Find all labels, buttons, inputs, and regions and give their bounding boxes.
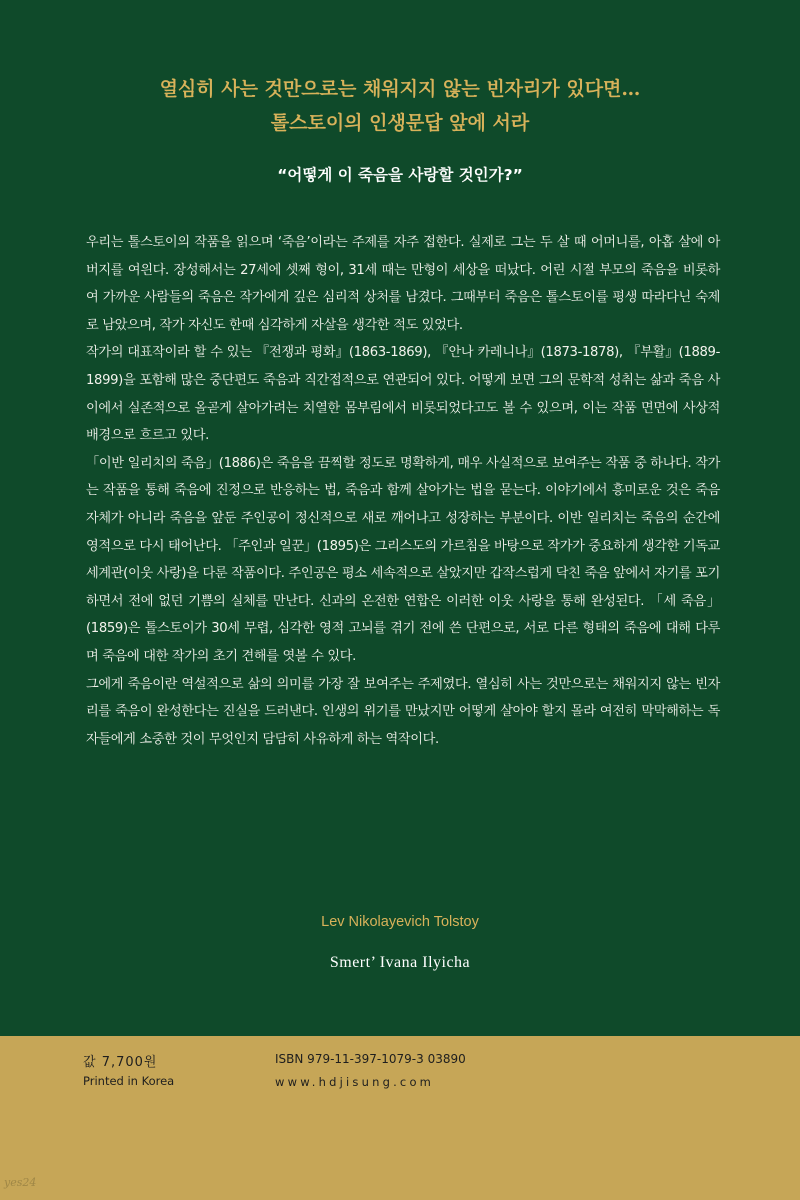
paragraph-4: 그에게 죽음이란 역설적으로 삶의 의미를 가장 잘 보여주는 주제였다. 열심히 사는 것만으로는 채워지지 않는 빈자리를 죽음이 완성한다는 진실을 드러낸다. 인생의 위기를 만났지만 어떻게 살아야 할지 몰라 여전히 막막해하는 독자들에게 소중한 것이 무엇인지 담담히 사유하게 하는 역작이다.: [86, 676, 720, 747]
headline: [0, 72, 800, 140]
pull-quote: “어떻게 이 죽음을 사랑할 것인가?”: [277, 166, 523, 184]
headline-line-2: 톨스토이의 인생문답 앞에 서라: [270, 112, 530, 134]
paragraph-1: 우리는 톨스토이의 작품을 읽으며 ‘죽음’이라는 주제를 자주 접한다. 실제로 그는 두 살 때 어머니를, 아홉 살에 아버지를 여읜다. 장성해서는 27세에 셋째 형이, 31세 때는 만형이 세상을 떠났다. 어린 시절 부모의 죽음을 비롯하여 가까운 사람들의 죽음은 작가에게 깊은 심리적 상처를 남겼다. 그때부터 죽음은 톨스토이를 평생 따라다닌 숙제로 남았으며, 작가 자신도 한때 심각하게 자살을 생각한 적도 있었다.: [86, 235, 721, 333]
isbn: ISBN 979-11-397-1079-3 03890: [275, 1052, 466, 1066]
printed-in: Printed in Korea: [83, 1074, 175, 1088]
author-name: Lev Nikolayevich Tolstoy: [321, 914, 479, 930]
headline-line-1: 열심히 사는 것만으로는 채워지지 않는 빈자리가 있다면…: [159, 78, 641, 100]
original-title: Smert’ Ivana Ilyicha: [329, 954, 471, 971]
body-text: [86, 229, 720, 753]
paragraph-2: 작가의 대표작이라 할 수 있는 『전쟁과 평화』(1863-1869), 『안나 카레니나』(1873-1878), 『부활』(1889-1899)을 포함해 많은 중단편도 죽음과 직간접적으로 연관되어 있다. 어떻게 보면 그의 문학적 성취는 삶과 죽음 사이에서 실존적으로 올곧게 살아가려는 치열한 몸부림에서 비롯되었다고도 볼 수 있으며, 이는 작품 면면에 사상적 배경으로 흐르고 있다.: [86, 345, 720, 444]
watermark: yes24: [4, 1176, 37, 1189]
barcode-area: [490, 1046, 700, 1106]
paragraph-3: 「이반 일리치의 죽음」(1886)은 죽음을 끔찍할 정도로 명확하게, 매우 사실적으로 보여주는 작품 중 하나다. 작가는 작품을 통해 죽음에 진정으로 반응하는 법, 죽음과 함께 살아가는 법을 묻는다. 이야기에서 흥미로운 것은 죽음 자체가 아니라 죽음을 앞둔 주인공이 정신적으로 새로 깨어나고 성장하는 부분이다. 이반 일리치는 죽음의 순간에 영적으로 다시 태어난다. 「주인과 일꾼」(1895)은 그리스도의 가르침을 바탕으로 작가가 중요하게 생각한 기독교 세계관(이웃 사랑)을 다룬 작품이다. 주인공은 평소 세속적으로 살았지만 갑작스럽게 닥친 죽음 앞에서 자기를 포기하면서 전에 없던 기쁨의 실체를 만난다. 신과의 온전한 연합은 이러한 이웃 사랑을 통해 완성된다. 「세 죽음」(1859)은 톨스토이가 30세 무렵, 심각한 영적 고뇌를 겪기 전에 쓴 단편으로, 서로 다른 형태의 죽음에 대해 다루며 죽음에 대한 작가의 초기 견해를 엿볼 수 있다.: [86, 455, 720, 664]
publisher-website[interactable]: www.hdjisung.com: [275, 1075, 435, 1089]
price: 값 7,700원: [83, 1055, 158, 1070]
